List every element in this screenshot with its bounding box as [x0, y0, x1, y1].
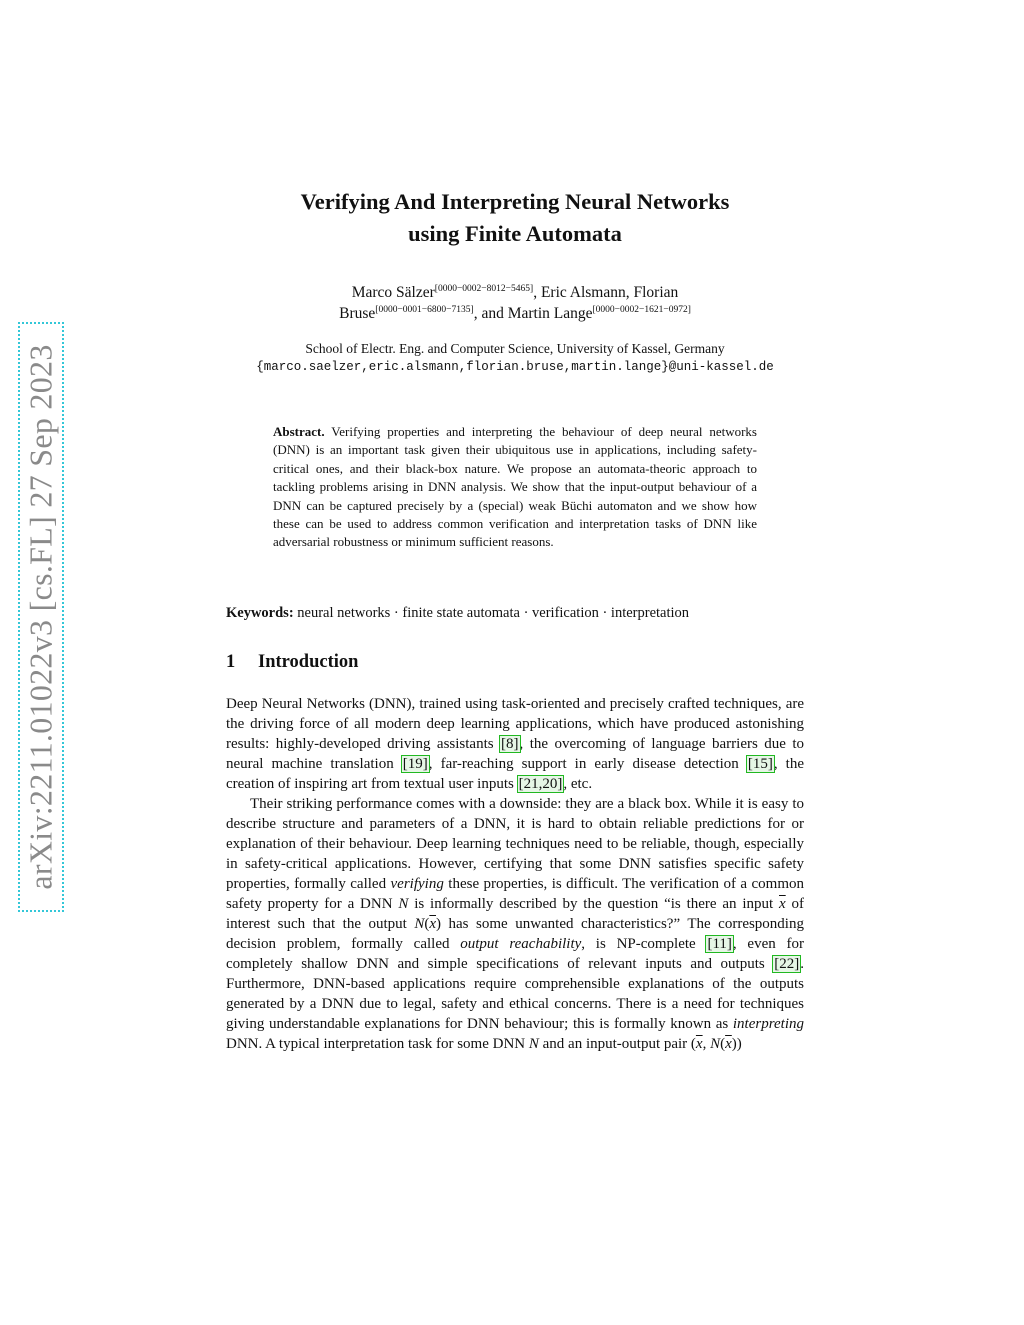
- author-name: Marco Sälzer: [351, 284, 435, 301]
- text-run: Their striking performance comes with a downside: they are a black box. While it is easy to describe structure and parameters of a DNN, it is hard to obtain reliable predictions for or explanation of their behaviour. Deep learning techniques need to be reliable, though, especially in safety-critical applications. However, certifying that some DNN satisfies specific safety properties, formally called: [226, 796, 804, 892]
- arxiv-stamp: [18, 322, 64, 912]
- math-symbol: N: [398, 896, 409, 912]
- orcid: [0000−0001−6800−7135]: [375, 304, 474, 315]
- citation-link[interactable]: [15]: [747, 756, 773, 772]
- math-symbol: $\overline{x}$: [429, 916, 437, 932]
- citation-link[interactable]: [21,20]: [518, 776, 563, 792]
- text-run: , the creation of inspiring art from textual user inputs: [226, 756, 804, 792]
- text-run: of interest such that the output: [226, 896, 805, 932]
- title-line-2: using Finite Automata: [408, 221, 622, 246]
- section-heading: [226, 652, 806, 673]
- paragraph: Their striking performance comes with a downside: they are a black box. While it is easy to describe structure and parameters of a DNN, it is hard to obtain reliable predictions for or explanation of their behaviour. Deep learning techniques need to be reliable, though, especially in safety-critical applications. However, certifying that some DNN satisfies specific safety properties, formally called verifying these properties, is difficult. The verification of a common safety property for a DNN N is informally described by the question “is there an input $\overline{x}$ of interest such that the output $N(\overline{x})$ has some unwanted characteristics?” The corresponding decision problem, formally called output reachability, is NP-complete [11], even for completely shallow DNN and simple specifications of relevant inputs and outputs [22]. Furthermore, DNN-based applications require comprehensible explanations of the outputs generated by a DNN due to legal, safety and ethical concerns. There is a need for techniques giving understandable explanations for DNN behaviour; this is formally known as interpreting DNN. A typical interpretation task for some DNN N and an input-output pair ($\overline{x}$, $N(\overline{x})$): [226, 796, 805, 1052]
- section-number: 1: [226, 652, 236, 672]
- school: School of Electr. Eng. and Computer Science, University of Kassel, Germany: [305, 341, 725, 356]
- text-run: these properties, is difficult. The verification of a common safety property for a DNN: [226, 876, 804, 912]
- keywords: [226, 603, 806, 623]
- text-run: has some unwanted characteristics?” The corresponding decision problem, formally called: [226, 916, 804, 952]
- paper-title: [200, 186, 830, 250]
- text-run: , is NP-complete: [581, 936, 707, 952]
- text-run: . Furthermore, DNN-based applications require comprehensible explanations of the outputs generated by a DNN due to legal, safety and ethical concerns. There is a need for techniques giving understandable explanations for DNN behaviour; this is formally known as: [226, 956, 804, 1032]
- math-symbol: $\overline{x}$: [725, 1036, 732, 1052]
- text-run: , far-reaching support in early disease detection: [428, 756, 747, 772]
- author-list: [230, 282, 800, 324]
- title-line-1: Verifying And Interpreting Neural Networks: [300, 189, 730, 214]
- citation-link[interactable]: [8]: [501, 736, 519, 752]
- text-run: ,: [702, 1036, 711, 1052]
- email-addresses: {marco.saelzer,eric.alsmann,florian.bruse,martin.lange}@uni-kassel.de: [256, 360, 774, 374]
- orcid: [0000−0002−1621−0972]: [592, 304, 691, 315]
- body-text: [226, 694, 804, 1054]
- abstract-label: Abstract.: [273, 424, 325, 439]
- keywords-text: neural networks · finite state automata · verification · interpretation: [297, 605, 690, 621]
- text-run: Deep Neural Networks (DNN), trained using task-oriented and precisely crafted techniques, are the driving force of all modern deep learning applications, which have produced astonishing results: highly-developed driving assistants: [226, 696, 804, 752]
- text-run: )): [731, 1036, 742, 1052]
- emphasis: interpreting: [732, 1016, 804, 1032]
- affiliation: [200, 340, 830, 376]
- text-run: is informally described by the question “is there an input: [408, 896, 780, 912]
- math-symbol: N: [414, 916, 425, 932]
- math-symbol: $\overline{x}$: [695, 1036, 703, 1052]
- emphasis: output reachability: [460, 936, 582, 952]
- author-names: , and Martin Lange: [473, 305, 593, 322]
- keywords-label: Keywords:: [226, 605, 294, 621]
- paragraph: [226, 694, 804, 794]
- arxiv-identifier: arXiv:2211.01022v3 [cs.FL] 27 Sep 2023: [22, 344, 59, 890]
- abstract-text: Verifying properties and interpreting the behaviour of deep neural networks (DNN) is an important task given their ubiquitous use in applications, including safety-critical ones, and their black-box nature. We propose an automata-theoric approach to tackling problems arising in DNN analysis. We show that the input-output behaviour of a DNN can be captured precisely by a (special) weak Büchi automaton and we show how these can be used to address common verification and interpretation tasks of DNN like adversarial robustness or minimum sufficient reasons.: [273, 424, 757, 550]
- text-run: DNN. A typical interpretation task for some DNN: [226, 1036, 529, 1052]
- citation-link[interactable]: [22]: [774, 956, 800, 972]
- text-run: , even for completely shallow DNN and simple specifications of relevant inputs and outputs: [226, 936, 805, 972]
- abstract: [273, 423, 757, 552]
- section-title: Introduction: [258, 652, 359, 672]
- author-name: Bruse: [339, 305, 376, 322]
- text-run: , etc.: [563, 776, 593, 792]
- math-symbol: N: [710, 1036, 721, 1052]
- text-run: , the overcoming of language barriers due to neural machine translation: [226, 736, 804, 772]
- math-symbol: N: [528, 1036, 539, 1052]
- emphasis: verifying: [390, 876, 444, 892]
- text-run: and an input-output pair (: [538, 1036, 696, 1052]
- citation-link[interactable]: [19]: [402, 756, 428, 772]
- citation-link[interactable]: [11]: [707, 936, 732, 952]
- math-symbol: $\overline{x}$: [779, 896, 786, 912]
- author-names: , Eric Alsmann, Florian: [533, 284, 679, 301]
- orcid: [0000−0002−8012−5465]: [434, 283, 534, 294]
